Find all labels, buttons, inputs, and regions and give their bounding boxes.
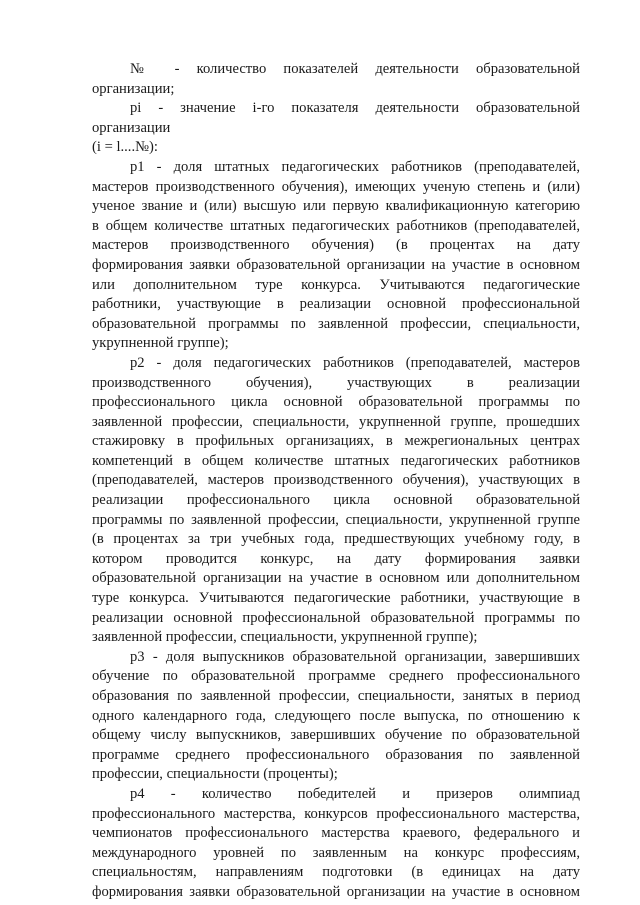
text-line: профессии, специальности (проценты); — [92, 766, 338, 783]
text-line: заявленной профессии, специальности, укрупненной группе); — [92, 629, 478, 646]
text-line: одного календарного года, следующего после выпуска, по отношению к — [92, 707, 580, 724]
text-line: pi - значение i-го показателя деятельности образовательной — [130, 100, 580, 117]
text-line: заявленной профессии, специальности, укрупненной группе, прошедших — [92, 413, 580, 430]
text-line: стажировку в профильных организациях, в межрегиональных центрах — [92, 433, 580, 450]
text-line: компетенций в общем количестве штатных педагогических работников — [92, 452, 580, 469]
text-line: общему числу выпускников, завершивших обучение по образовательной — [92, 727, 580, 744]
text-line: специальностям, направлениям подготовки (в единицах на дату — [92, 864, 580, 881]
text-line: укрупненной группе); — [92, 335, 229, 352]
text-line: производственного обучения), участвующих в реализации — [92, 374, 580, 391]
text-line: организации; — [92, 80, 175, 97]
text-line: котором проводится конкурс, на дату формирования заявки — [92, 550, 580, 567]
text-line: образовательной программы по заявленной профессии, специальности, — [92, 315, 580, 332]
text-line: реализации основной профессиональной образовательной программы по — [92, 609, 580, 626]
text-line: в общем количестве штатных педагогических работников (преподавателей, — [92, 217, 580, 234]
text-line: (i = l....№): — [92, 139, 158, 156]
text-line: образовательной организации на участие в основном или дополнительном — [92, 570, 580, 587]
text-line: программе среднего профессионального образования по заявленной — [92, 746, 580, 763]
text-line: p1 - доля штатных педагогических работников (преподавателей, — [130, 158, 580, 175]
text-line: p4 - количество победителей и призеров олимпиад — [130, 785, 580, 802]
text-line: чемпионатов профессионального мастерства краевого, федерального и — [92, 825, 580, 842]
text-line: обучение по образовательной программе среднего профессионального — [92, 668, 580, 685]
document-page — [92, 60, 580, 903]
text-line: формирования заявки образовательной организации на участие в основном — [92, 883, 580, 900]
text-line: мастеров производственного обучения) (в процентах на дату — [92, 237, 580, 254]
text-line: профессионального мастерства, конкурсов профессионального мастерства, — [92, 805, 580, 822]
text-line: организации — [92, 119, 171, 136]
text-line: (в процентах за три учебных года, предшествующих учебному году, в — [92, 531, 580, 548]
text-line: международного уровней по заявленным на конкурс профессиям, — [92, 844, 580, 861]
text-line: формирования заявки образовательной организации на участие в основном — [92, 256, 580, 273]
text-line: № - количество показателей деятельности образовательной — [130, 61, 580, 77]
text-line: мастеров производственного обучения), имеющих ученую степень и (или) — [92, 178, 580, 195]
text-line: p2 - доля педагогических работников (преподавателей, мастеров — [130, 354, 580, 371]
text-line: образования по заявленной профессии, специальности, занятых в период — [92, 688, 580, 704]
text-line: ученое звание и (или) высшую или первую квалификационную категорию — [92, 198, 580, 215]
text-line: (преподавателей, мастеров производственного обучения), участвующих в — [92, 472, 580, 489]
text-line: или дополнительном туре конкурса. Учитываются педагогические — [92, 276, 580, 293]
text-line: профессионального цикла основной образовательной программы по — [92, 394, 580, 411]
text-line: туре конкурса. Учитываются педагогические работники, участвующие в — [92, 590, 580, 607]
text-line: программы по заявленной профессии, специальности, укрупненной группе — [92, 511, 580, 528]
text-line: реализации профессионального цикла основной образовательной — [92, 492, 580, 509]
text-line: работники, участвующие в реализации основной профессиональной — [92, 296, 580, 313]
text-line: p3 - доля выпускников образовательной организации, завершивших — [130, 648, 580, 665]
